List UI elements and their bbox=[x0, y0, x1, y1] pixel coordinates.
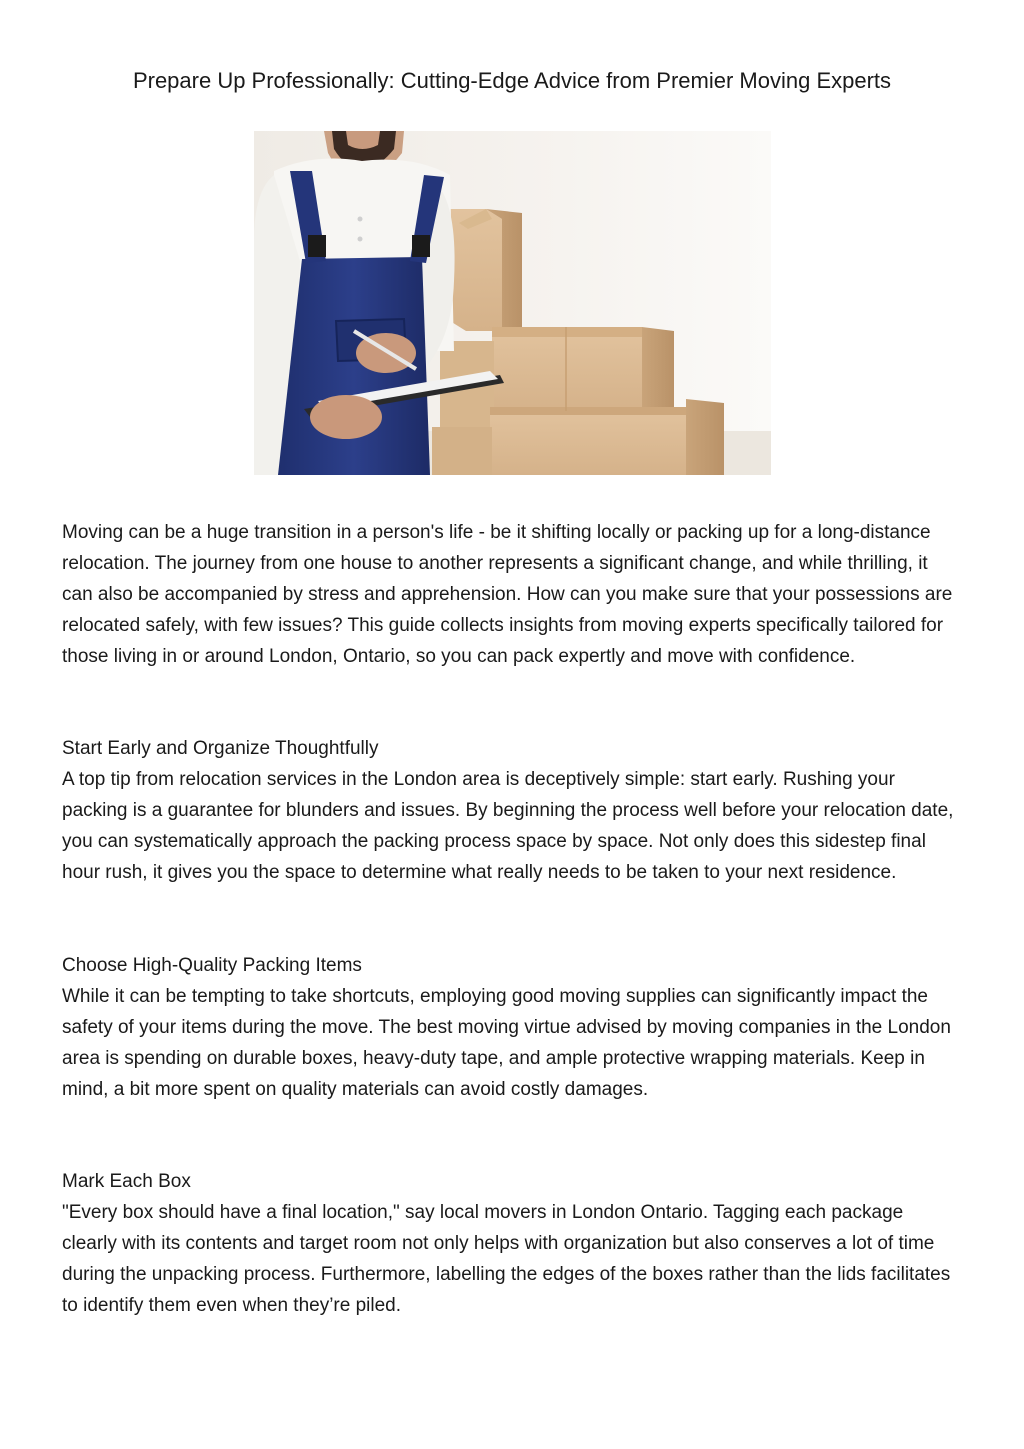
intro-paragraph: Moving can be a huge transition in a person's life - be it shifting locally or packing up for a long-distance relocation. The journey from one house to another represents a significant change, and while thrilling, it can also be accompanied by stress and apprehension. How can you make sure that your possessions are relocated safely, with few issues? This guide collects insights from moving experts specifically tailored for those living in or around London, Ontario, so you can pack expertly and move with confidence. bbox=[62, 522, 953, 667]
section-body: While it can be tempting to take shortcuts, employing good moving supplies can significantly impact the safety of your items during the move. The best moving virtue advised by moving companies in the London area is spending on durable boxes, heavy-duty tape, and ample protective wrapping materials. Keep in mind, a bit more spent on quality materials can avoid costly damages. bbox=[62, 986, 951, 1100]
mover-with-clipboard-illustration bbox=[254, 131, 771, 475]
section-start-early bbox=[62, 733, 962, 888]
hero-image bbox=[254, 131, 771, 475]
section-packing-items bbox=[62, 950, 962, 1105]
section-body: "Every box should have a final location," say local movers in London Ontario. Tagging each package clearly with its contents and target room not only helps with organization but also conserves a lot of time during the unpacking process. Furthermore, labelling the edges of the boxes rather than the lids facilitates to identify them even when they’re piled. bbox=[62, 1202, 951, 1316]
section-body: A top tip from relocation services in the London area is deceptively simple: start early. Rushing your packing is a guarantee for blunders and issues. By beginning the process well before your relocation date, you can systematically approach the packing process space by space. Not only does this sidestep final hour rush, it gives you the space to determine what really needs to be taken to your next residence. bbox=[62, 769, 954, 883]
section-heading: Mark Each Box bbox=[62, 1171, 191, 1192]
section-heading: Start Early and Organize Thoughtfully bbox=[62, 738, 379, 759]
page-title: Prepare Up Professionally: Cutting-Edge Advice from Premier Moving Experts bbox=[132, 68, 892, 93]
section-heading: Choose High-Quality Packing Items bbox=[62, 955, 362, 976]
section-mark-box bbox=[62, 1166, 962, 1321]
